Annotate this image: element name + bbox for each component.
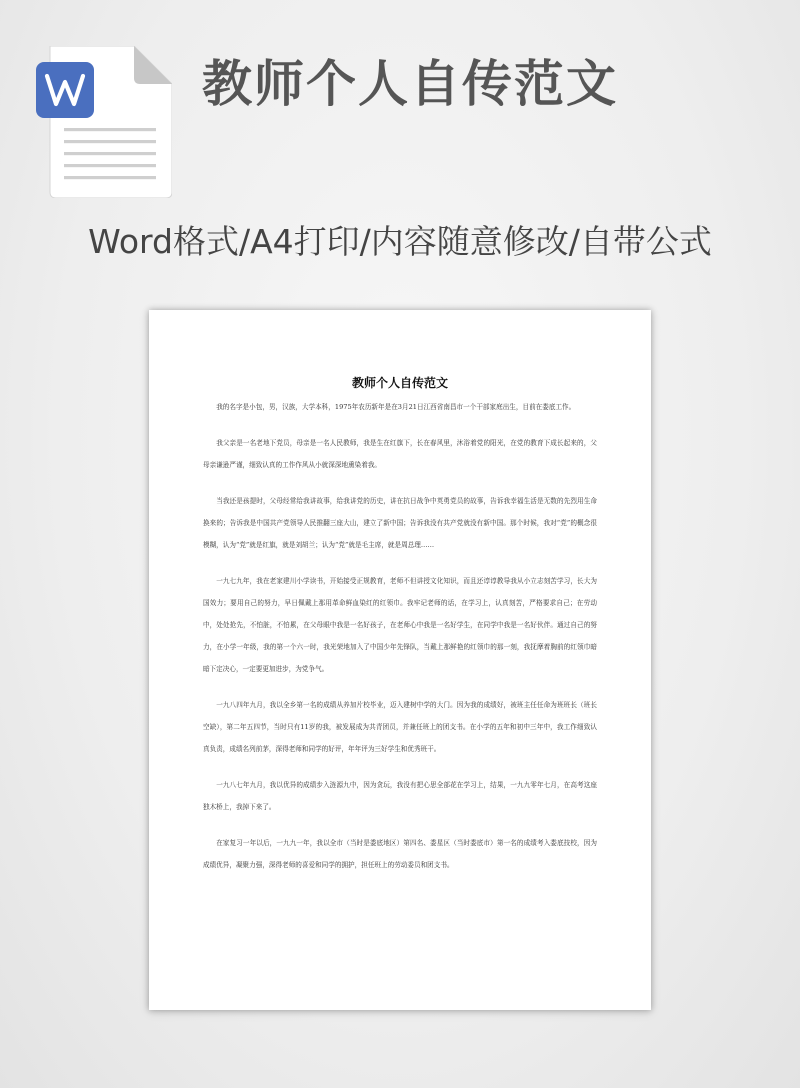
banner-title: 教师个人自传范文 — [202, 55, 618, 113]
document-preview-page — [149, 310, 651, 1010]
word-document-icon — [36, 46, 172, 198]
document-paragraph: 在家复习一年以后，一九九一年，我以全市（当时是娄底地区）第四名、娄星区（当时娄底市）第一名的成绩考入娄底技校，因为成绩优异，凝聚力强，深得老师的喜爱和同学的拥护，担任班上的劳动委员和团支书。 — [203, 839, 597, 869]
document-body — [203, 396, 597, 890]
word-badge — [36, 62, 94, 118]
document-paragraph: 我的名字是小包，男，汉族，大学本科，1975年农历新年是在3月21日江西省南昌市一个干部家庭出生，目前在娄底工作。 — [216, 403, 576, 411]
page-fold-corner — [134, 46, 172, 84]
document-paragraph: 一九七九年，我在老家建川小学读书，开始接受正规教育，老师不但讲授文化知识，而且还谆谆教导我从小立志刻苦学习，长大为国效力；要用自己的努力，早日佩戴上那用革命鲜血染红的红领巾。我牢记老师的话，在学习上，认真刻苦，严格要求自己；在劳动中，处处抢先，不怕脏，不怕累，在父母眼中我是一名好孩子，在老师心中我是一名好学生，在同学中我是一名好伙伴。通过自己的努力，在小学一年级，我的第一个六一时，我光荣地加入了中国少年先锋队，当戴上那鲜艳的红领巾的那一刻，我抚摩着胸前的红领巾暗暗下定决心，一定要更加进步，为党争气。 — [203, 577, 597, 673]
document-paragraph: 一九八四年九月，我以全乡第一名的成绩从养加片校毕业，迈入建树中学的大门。因为我的成绩好，被班主任任命为班班长（班长空缺），第二年五四节，当时只有11岁的我，被发展成为共青团员，并兼任班上的团支书。在小学的五年和初中三年中，我工作细致认真负责，成绩名列前茅，深得老师和同学的好评，年年评为三好学生和优秀班干。 — [203, 701, 597, 753]
document-paragraph: 当我还是孩提时，父母经常给我讲故事，给我讲党的历史，讲在抗日战争中英勇党员的故事，告诉我幸福生活是无数的先烈用生命换来的；告诉我是中国共产党领导人民推翻三座大山，建立了新中国；告诉我没有共产党就没有新中国。那个时候，我对“党”的概念很模糊，认为“党”就是红旗，就是刘胡兰；认为“党”就是毛主席，就是周总理…… — [203, 497, 597, 549]
document-paragraph: 一九八七年九月，我以优异的成绩步入涟源九中，因为贪玩，我没有把心思全部花在学习上，结果，一九九零年七月，在高考这座独木桥上，我掉下来了。 — [203, 781, 597, 811]
document-title: 教师个人自传范文 — [351, 376, 448, 390]
banner-subtitle: Word格式/A4打印/内容随意修改/自带公式 — [88, 222, 712, 261]
document-paragraph: 我父亲是一名老地下党员，母亲是一名人民教师，我是生在红旗下，长在春风里，沐浴着党的阳光，在党的教育下成长起来的，父母亲谦逊严谨，细致认真的工作作风从小就深深地熏染着我。 — [203, 439, 597, 469]
